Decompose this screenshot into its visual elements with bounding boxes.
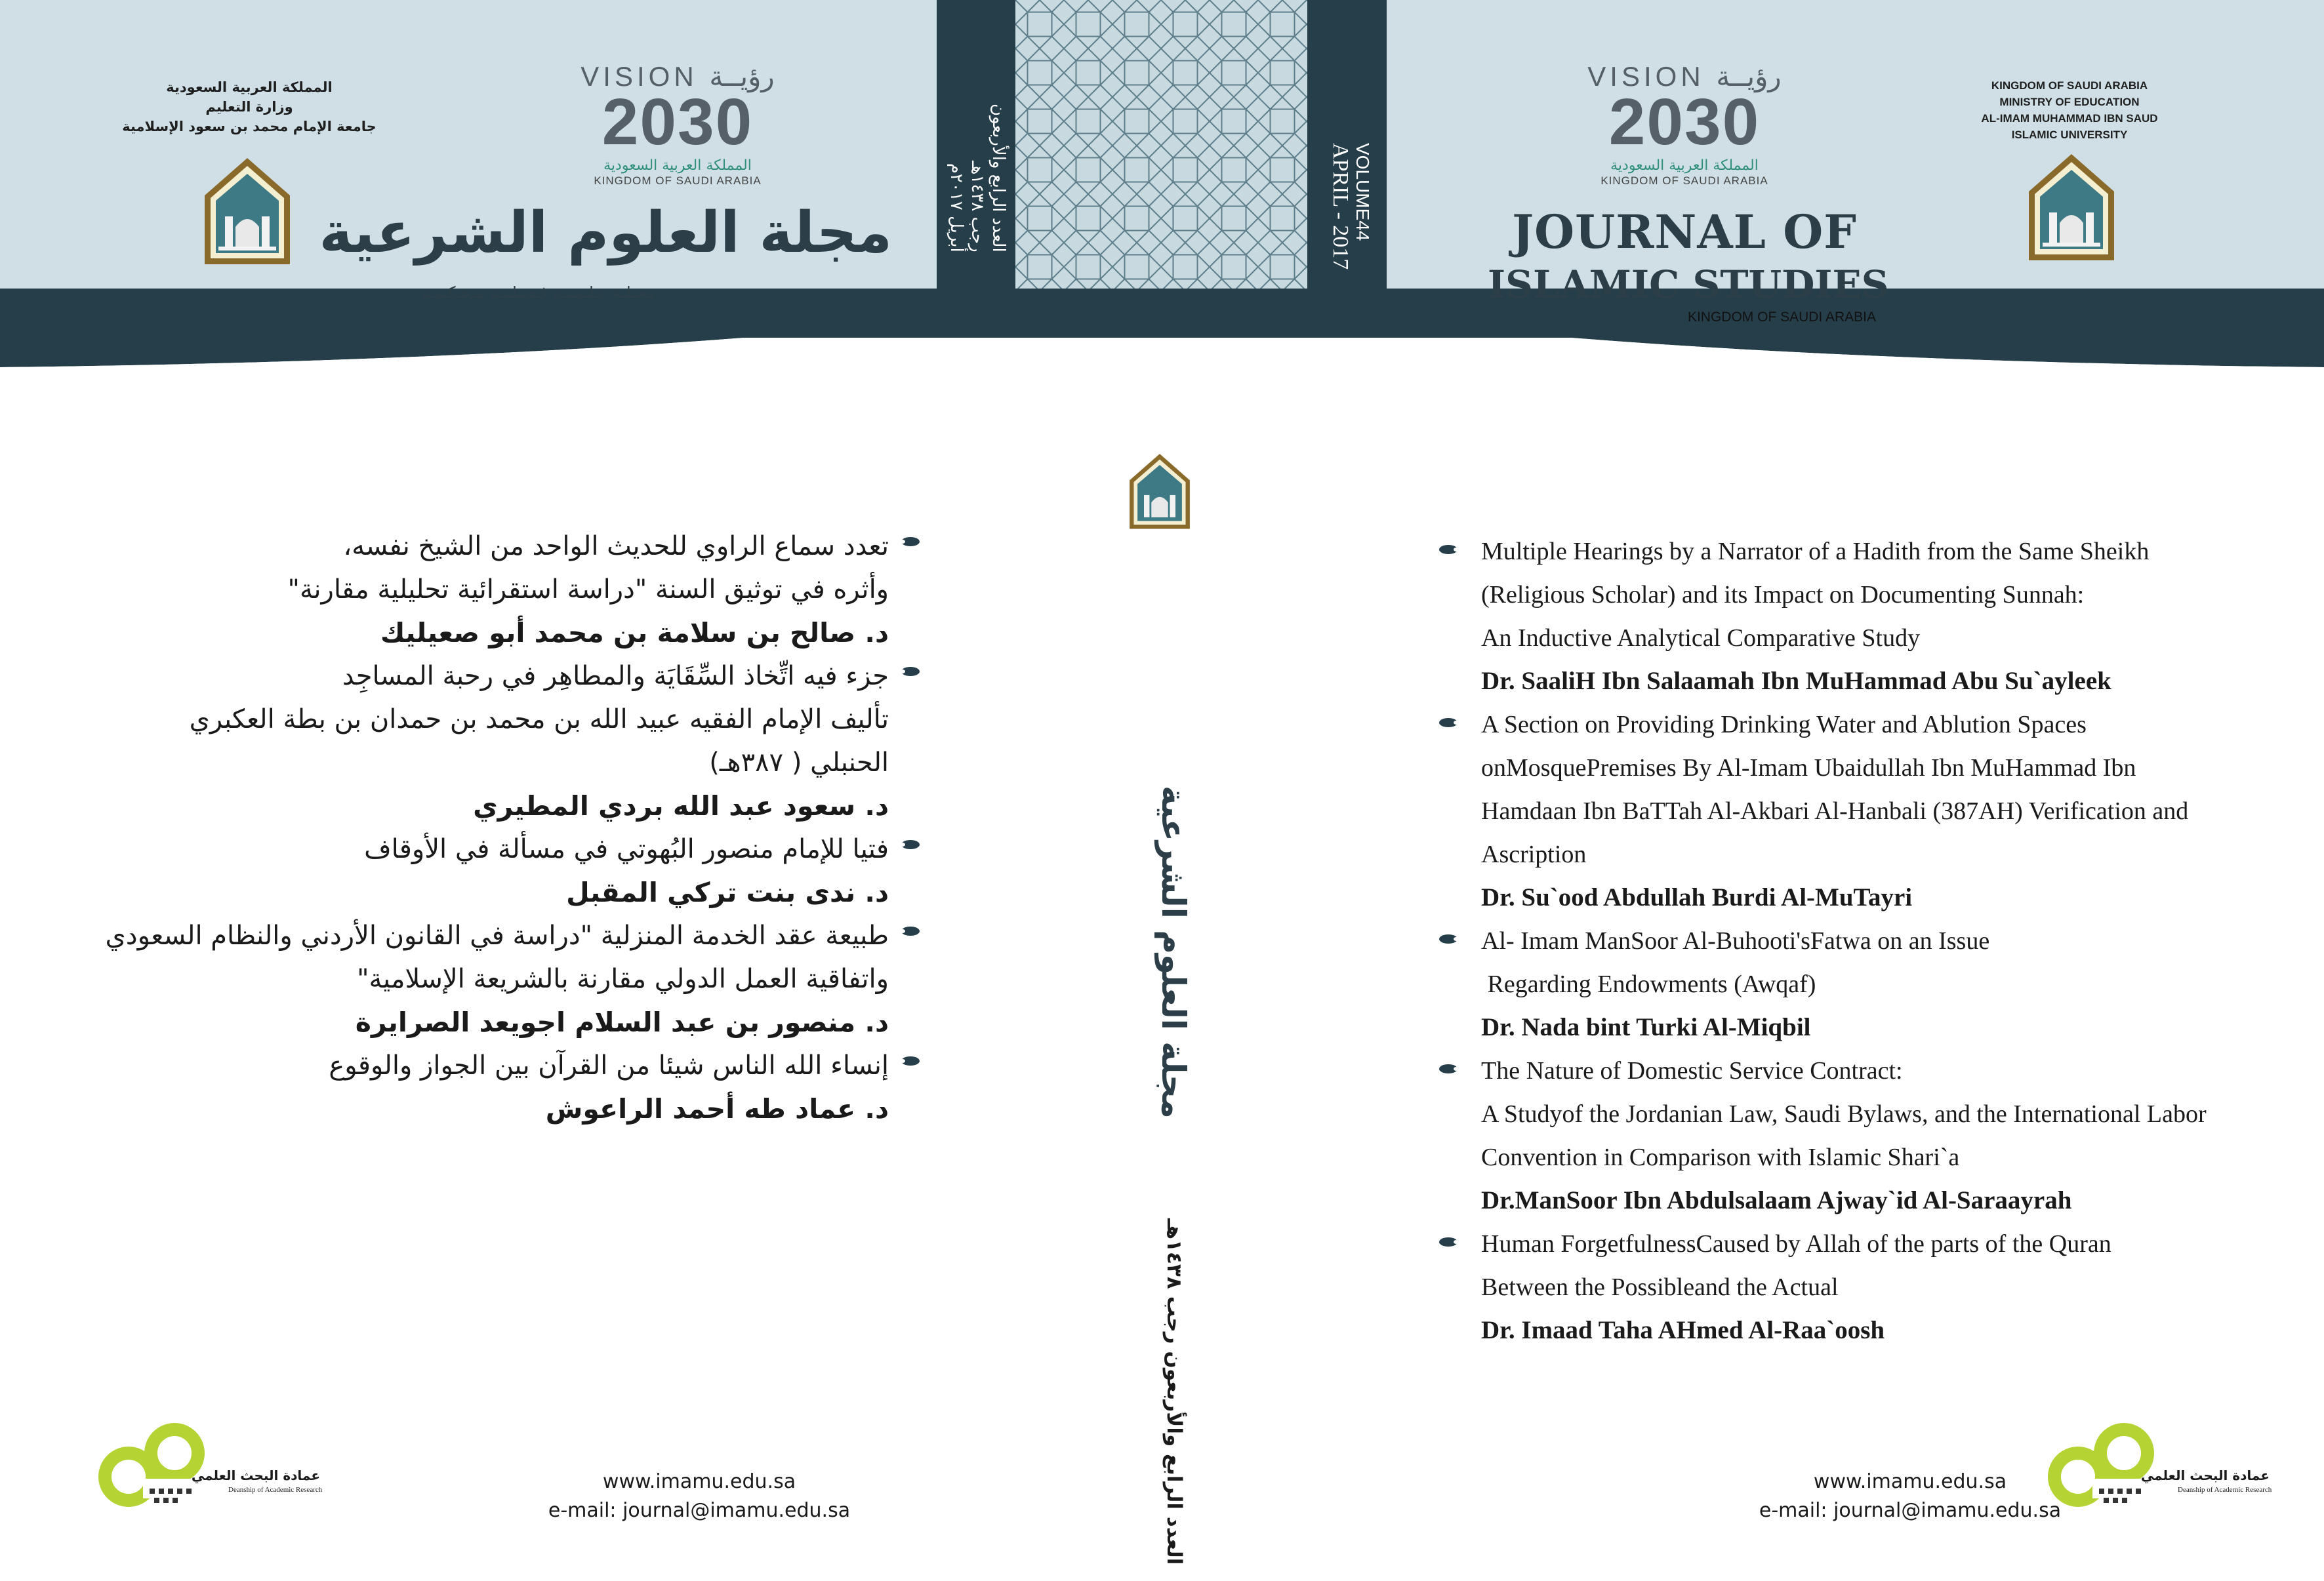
vision-kingdom-en: KINGDOM OF SAUDI ARABIA [594,174,762,187]
spine-issue-bottom: العدد الرابع والأربعون رجب ١٤٣٨هـ [1162,1218,1186,1565]
institution-en-line-3: AL-IMAM MUHAMMAD IBN SAUD [1981,112,2158,125]
spine-issue-top [946,104,1009,252]
spine-pattern [1015,0,1307,338]
item-author: د. ندى بنت تركي المقبل [566,877,889,908]
spine-issue-line-2: رجب ١٤٣٨هـ [968,161,987,252]
front-contact-block [1746,1468,2074,1525]
item-title-line: (Religious Scholar) and its Impact on Documenting Sunnah: [1481,581,2085,609]
bullet-icon [1435,1062,1461,1075]
item-title-line: الحنبلي ( ٣٨٧هـ) [709,748,889,778]
journal-title-ar: مجلة العلوم الشرعية [319,200,892,266]
front-university-seal-icon [2026,152,2117,264]
item-title-line: تعدد سماع الراوي للحديث الواحد من الشيخ نفسه، [343,531,889,561]
list-item [131,1044,918,1131]
website-link[interactable]: www.imamu.edu.sa [602,1470,796,1493]
list-item [105,914,918,1044]
front-email-link[interactable]: e-mail: journal@imamu.edu.sa [1759,1499,2062,1522]
institution-ar [118,77,380,136]
list-item [1435,703,2288,919]
item-author: د. سعود عبد الله بردي المطيري [473,790,889,822]
item-title-line: Ascription [1481,841,1587,868]
deanship-name-ar: عمادة البحث العلمي [191,1468,320,1483]
item-title-line: Hamdaan Ibn BaTTah Al-Akbari Al-Hanbali (387AH) Verification and [1481,797,2189,825]
vision-year: 2030 [601,85,754,159]
item-title-line: طبيعة عقد الخدمة المنزلية "دراسة في القانون الأردني والنظام السعودي [105,921,889,951]
item-title-line: An Inductive Analytical Comparative Study [1481,624,1921,652]
bullet-icon [897,665,924,678]
item-author: Dr. Su`ood Abdullah Burdi Al-MuTayri [1481,883,1913,911]
item-title-line: تأليف الإمام الفقيه عبيد الله بن محمد بن حمدان بن بطة العكبري [189,704,889,734]
journal-kingdom-en: KINGDOM OF SAUDI ARABIA [1687,310,1876,325]
contents-list-en [1435,530,2288,1352]
institution-ar-line-2: وزارة التعليم [205,99,293,115]
bullet-icon [1435,932,1461,946]
item-author: Dr. Imaad Taha AHmed Al-Raa`oosh [1481,1316,1885,1344]
front-deanship-logo-icon [2047,1416,2178,1515]
front-vision-kingdom-ar: المملكة العربية السعودية [1610,157,1759,174]
item-title-line: onMosquePremises By Al-Imam Ubaidullah Ibn MuHammad Ibn [1481,754,2136,782]
item-title-line: فتيا للإمام منصور البُهوتي في مسألة في الأوقاف [364,834,889,864]
bullet-icon [1435,716,1461,729]
list-item [1435,919,2288,1049]
item-author: د. منصور بن عبد السلام اجويعد الصرايرة [355,1007,889,1038]
journal-title-en [1488,205,1889,310]
front-website-link[interactable]: www.imamu.edu.sa [1813,1470,2007,1493]
spine-title-ar: مجلة العلوم الشرعية [1154,786,1193,1119]
list-item [131,525,918,654]
front-vision-kingdom-en: KINGDOM OF SAUDI ARABIA [1600,174,1768,187]
spine-issue-line-1: العدد الرابع والأربعون [989,104,1008,252]
item-title-line: جزء فيه اتِّخاذ السِّقَايَة والمطاهِر في رحبة المساجِد [342,661,889,691]
item-title-line: Multiple Hearings by a Narrator of a Hadith from the Same Sheikh [1481,538,2150,565]
institution-en [1945,77,2194,143]
bullet-icon [897,1054,924,1068]
institution-ar-line-3: جامعة الإمام محمد بن سعود الإسلامية [122,119,377,134]
item-author: Dr. Nada bint Turki Al-Miqbil [1481,1013,1811,1041]
item-title-line: Regarding Endowments (Awqaf) [1481,971,1816,998]
spine-seal-icon [1127,452,1193,531]
vision-label: VISION رؤيــة [581,61,775,92]
item-author: Dr. SaaliH Ibn Salaamah Ibn MuHammad Abu Su`ayleek [1481,667,2111,695]
institution-en-line-2: MINISTRY OF EDUCATION [1999,96,2140,108]
bullet-icon [897,535,924,548]
item-title-line: وأثره في توثيق السنة "دراسة استقرائية تحليلية مقارنة" [287,574,889,605]
bullet-icon [1435,1235,1461,1249]
bullet-icon [897,925,924,938]
vision-2030-logo [569,60,786,185]
item-author: Dr.ManSoor Ibn Abdulsalaam Ajway`id Al-Saraayrah [1481,1186,2072,1214]
item-title-line: Human ForgetfulnessCaused by Allah of the parts of the Quran [1481,1230,2111,1258]
front-vision-label: VISION رؤيــة [1587,61,1782,92]
spine-volume [1329,143,1374,270]
institution-ar-line-1: المملكة العربية السعودية [166,79,333,95]
email-link[interactable]: e-mail: journal@imamu.edu.sa [548,1499,851,1522]
journal-title-en-line-1: JOURNAL OF [1512,205,1857,259]
item-author: د. عماد طه أحمد الراعوش [545,1093,889,1125]
deanship-logo [97,1416,323,1515]
list-item [1435,1222,2288,1352]
list-item [131,828,918,914]
cover-wave [0,289,2324,393]
spine-issue-line-3: أبريل ٢٠١٧م [947,163,966,252]
item-title-line: A Section on Providing Drinking Water and Ablution Spaces [1481,711,2087,738]
journal-title-en-line-2: ISLAMIC STUDIES [1488,262,1889,307]
item-title-line: إنساء الله الناس شيئا من القرآن بين الجواز والوقوع [329,1051,889,1081]
item-title-line: واتفاقية العمل الدولي مقارنة بالشريعة الإسلامية" [357,964,889,994]
contents-list-ar [105,525,918,1131]
item-title-line: Convention in Comparison with Islamic Shari`a [1481,1144,1960,1171]
item-title-line: Between the Possibleand the Actual [1481,1273,1839,1301]
front-deanship-name-en: Deanship of Academic Research [2178,1486,2272,1494]
vision-kingdom-ar: المملكة العربية السعودية [603,157,752,174]
list-item [1435,1049,2288,1222]
list-item [131,654,918,828]
bullet-icon [1435,543,1461,556]
item-title-line: The Nature of Domestic Service Contract: [1481,1057,1903,1085]
institution-en-line-1: KINGDOM OF SAUDI ARABIA [1991,79,2148,92]
bullet-icon [897,838,924,851]
front-vision-year: 2030 [1608,85,1761,159]
deanship-logo-icon [97,1416,228,1515]
university-seal-icon [201,156,293,268]
front-deanship-name-ar: عمادة البحث العلمي [2140,1468,2270,1483]
spine-date-en: APRIL - 2017 [1328,143,1353,270]
spine-volume-label: VOLUME44 [1353,143,1373,241]
item-author: د. صالح بن سلامة بن محمد أبو صعيليك [380,617,889,649]
front-vision-2030-logo [1576,60,1793,185]
institution-en-line-4: ISLAMIC UNIVERSITY [2011,129,2128,141]
item-title-line: A Studyof the Jordanian Law, Saudi Bylaws, and the International Labor [1481,1100,2207,1128]
item-title-line: Al- Imam ManSoor Al-Buhooti'sFatwa on an Issue [1481,927,1990,955]
deanship-name-en: Deanship of Academic Research [228,1486,323,1494]
journal-subtitle-ar: مجـلـة عـلـمـيـة فـصـلـيـة مـحـكـمـة [421,283,655,302]
contact-block [535,1468,863,1525]
list-item [1435,530,2288,703]
front-deanship-logo [2047,1416,2272,1515]
